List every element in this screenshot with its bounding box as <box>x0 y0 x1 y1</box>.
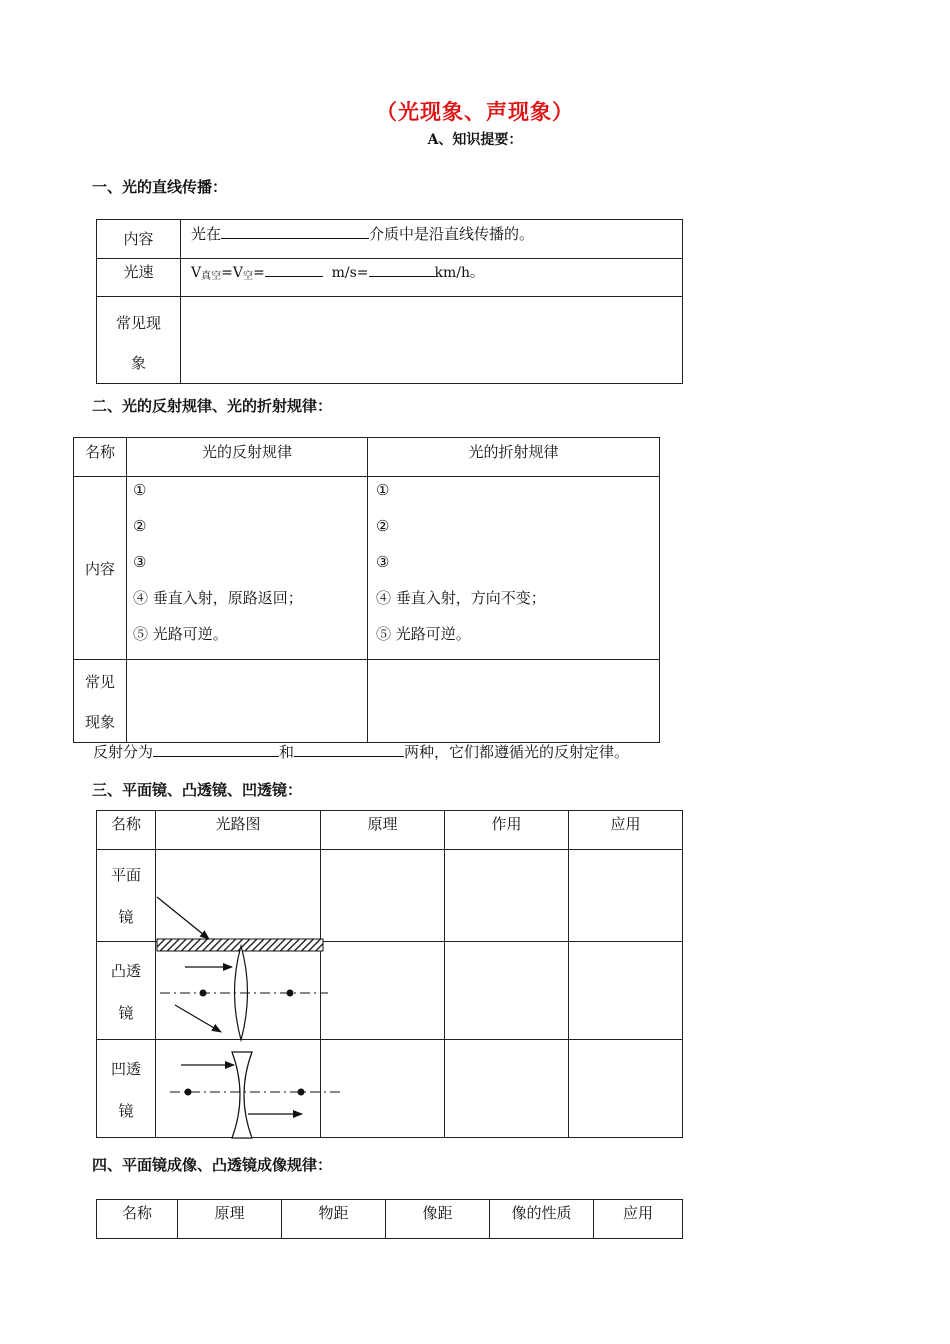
refraction-item: ④ 垂直入射，方向不变； <box>376 589 546 607</box>
refraction-item: ③ <box>376 553 390 571</box>
incident-ray-arrow <box>157 897 209 939</box>
reflection-item: ① <box>133 481 147 499</box>
focal-point-dot <box>200 990 207 997</box>
col-principle: 原理 <box>321 811 445 850</box>
reflection-item: ③ <box>133 553 147 571</box>
content-suffix: 介质中是沿直线传播的。 <box>369 225 535 243</box>
speed-sub-vacuum: 真空 <box>201 271 222 282</box>
col-application: 应用 <box>569 811 683 850</box>
concave-lens-shape <box>232 1052 252 1138</box>
focal-point-dot <box>298 1089 305 1096</box>
speed-v: V <box>191 265 202 281</box>
focal-point-dot <box>185 1089 192 1096</box>
focal-ray-arrow <box>175 1005 221 1032</box>
row-content-label: 内容 <box>97 220 181 259</box>
col-name: 名称 <box>97 1200 178 1239</box>
col-diagram: 光路图 <box>156 811 321 850</box>
section1-heading: 一、光的直线传播： <box>92 178 228 196</box>
convex-lens-label-line1: 凸透 <box>110 962 141 980</box>
row-content-label: 内容 <box>74 477 127 660</box>
refraction-item: ② <box>376 517 390 535</box>
note-mid: 和 <box>279 743 295 761</box>
col-image-distance: 像距 <box>386 1200 490 1239</box>
refraction-item: ⑤ 光路可逆。 <box>376 625 471 643</box>
plane-mirror-label-line2: 镜 <box>118 908 134 926</box>
col-name: 名称 <box>97 811 156 850</box>
speed-unit-ms: m/s= <box>331 265 369 281</box>
note-prefix: 反射分为 <box>93 743 154 761</box>
reflection-item: ② <box>133 517 147 535</box>
section4-heading: 四、平面镜成像、凸透镜成像规律： <box>92 1156 333 1174</box>
plane-mirror-label-line1: 平面 <box>110 866 141 884</box>
focal-point-dot <box>287 990 294 997</box>
col-reflection: 光的反射规律 <box>127 438 368 477</box>
concave-lens-label-line2: 镜 <box>118 1102 134 1120</box>
concave-lens-diagram <box>170 1052 342 1138</box>
note-suffix: 两种，它们都遵循光的反射定律。 <box>404 743 630 761</box>
col-object-distance: 物距 <box>282 1200 386 1239</box>
col-name: 名称 <box>74 438 127 477</box>
concave-lens-label-line1: 凹透 <box>110 1060 141 1078</box>
col-principle: 原理 <box>178 1200 282 1239</box>
speed-unit-kmh: km/h。 <box>434 265 485 281</box>
convex-lens-diagram <box>160 946 328 1040</box>
convex-lens-label-line2: 镜 <box>118 1004 134 1022</box>
speed-eq2: = <box>252 265 265 281</box>
col-application: 应用 <box>594 1200 683 1239</box>
col-refraction: 光的折射规律 <box>368 438 660 477</box>
page-subtitle: A、知识提要： <box>427 132 523 148</box>
refraction-item: ① <box>376 481 390 499</box>
phenomena-label-line1: 常见 <box>84 673 115 691</box>
section3-heading: 三、平面镜、凸透镜、凹透镜： <box>92 781 303 799</box>
section2-heading: 二、光的反射规律、光的折射规律： <box>92 397 333 415</box>
reflection-item: ④ 垂直入射，原路返回； <box>133 589 303 607</box>
phenomena-label-line2: 现象 <box>84 713 115 731</box>
phenomena-label-line1: 常见现 <box>115 314 161 332</box>
plane-mirror-diagram <box>157 897 323 951</box>
content-prefix: 光在 <box>191 225 222 243</box>
col-image-properties: 像的性质 <box>490 1200 594 1239</box>
row-speed-label: 光速 <box>97 259 181 297</box>
speed-sub-air: 空 <box>242 271 253 282</box>
imaging-rules-table <box>96 1199 683 1239</box>
phenomena-label-line2: 象 <box>130 354 146 372</box>
col-function: 作用 <box>445 811 569 850</box>
page-title: （光现象、声现象） <box>376 99 574 124</box>
reflection-item: ⑤ 光路可逆。 <box>133 625 228 643</box>
speed-eq: =V <box>221 265 243 281</box>
